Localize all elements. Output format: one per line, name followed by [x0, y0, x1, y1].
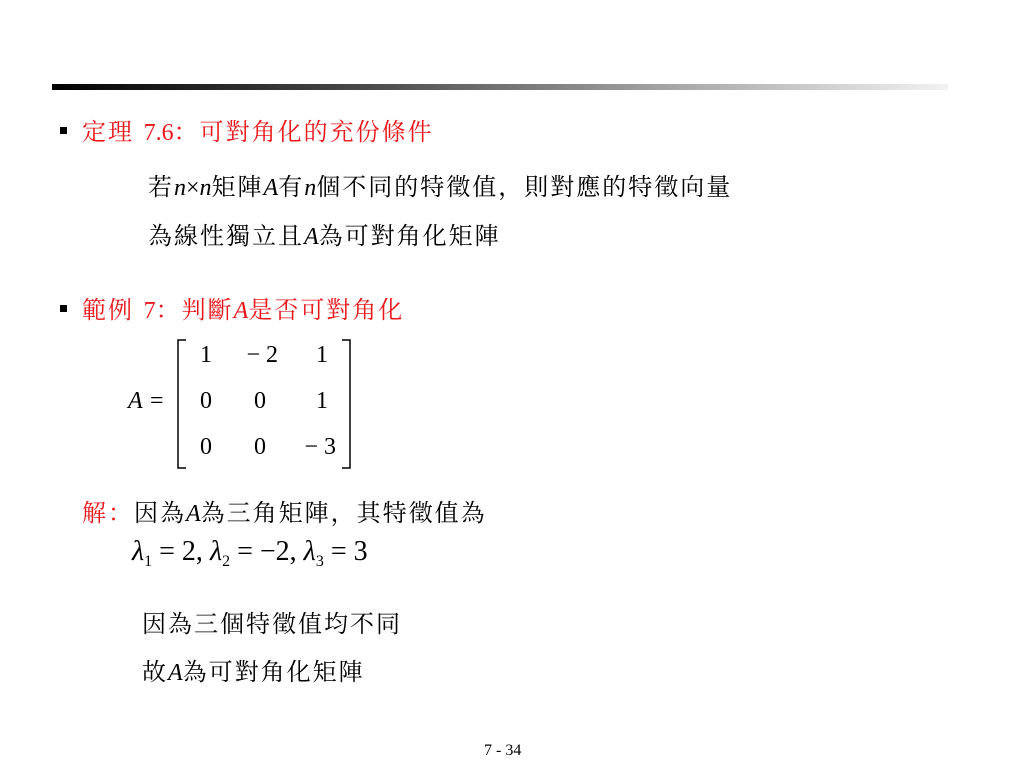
eigenvalue-rhs: = 3 [323, 536, 368, 567]
matrix-cell: 0 [254, 434, 266, 460]
text-fragment: 若 [148, 173, 174, 201]
page-number: 7 - 34 [484, 742, 522, 759]
math-A: A [263, 175, 279, 201]
text-fragment: 矩陣 [211, 173, 264, 201]
theorem-statement-line-1 [148, 172, 732, 203]
math-n: n [199, 175, 212, 201]
math-times: × [186, 175, 200, 201]
solution-line-4 [142, 652, 365, 687]
matrix-cell: − 2 [246, 342, 278, 368]
math-A: A [233, 298, 249, 324]
right-bracket [342, 340, 350, 468]
text-fragment: 為可對角化矩陣 [318, 222, 501, 250]
math-A: A [168, 660, 183, 686]
lambda-subscript: 1 [144, 553, 153, 570]
theorem-label: 定理 [82, 118, 144, 146]
eigenvalue-rhs: = −2, [230, 536, 304, 567]
text-fragment: 為三角矩陣，其特徵值為 [200, 499, 487, 527]
lambda-subscript: 2 [222, 553, 231, 570]
matrix-cell: 1 [316, 388, 328, 414]
eigenvalue-equation [132, 536, 368, 571]
matrix-cell: 0 [200, 434, 212, 460]
text-fragment: 為可對角化矩陣 [182, 658, 365, 686]
solution-label: 解： [82, 499, 134, 527]
math-A: A [186, 501, 201, 527]
solution-line-1 [82, 493, 487, 528]
text-fragment: 因為 [134, 499, 186, 527]
eigenvalue-rhs: = 2, [152, 536, 210, 567]
lambda-symbol: λ [132, 536, 145, 567]
text-fragment: 為線性獨立且 [148, 222, 304, 250]
title-divider-rule [52, 84, 948, 90]
example-number: 7 [143, 298, 156, 324]
example-heading [82, 290, 404, 325]
example-label: 範例 [82, 296, 144, 324]
theorem-statement-line-2 [148, 221, 501, 252]
lambda-symbol: λ [209, 536, 223, 567]
math-A: A [304, 224, 319, 250]
matrix-cell: 0 [200, 388, 212, 414]
math-n: n [304, 175, 317, 201]
matrix-cell: − 3 [304, 434, 336, 460]
matrix-cell: 1 [316, 342, 328, 368]
solution-line-3: 因為三個特徵值均不同 [142, 610, 402, 638]
example-title-b: 是否可對角化 [248, 296, 405, 324]
math-n: n [174, 175, 186, 201]
bullet-square-icon [60, 127, 67, 134]
text-fragment: 故 [142, 658, 168, 686]
lambda-symbol: λ [303, 536, 316, 567]
matrix-cell: 1 [200, 342, 212, 368]
lambda-subscript: 3 [315, 553, 324, 570]
text-fragment: 個不同的特徵值，則對應的特徵向量 [316, 173, 733, 201]
theorem-number: 7.6 [143, 120, 174, 146]
equals-sign: = [150, 388, 164, 414]
theorem-title: ：可對角化的充份條件 [173, 118, 434, 146]
matrix-cell: 0 [254, 388, 266, 414]
text-fragment: 有 [278, 173, 305, 201]
example-title-a: ：判斷 [155, 296, 234, 324]
bullet-square-icon [60, 305, 67, 312]
theorem-heading [82, 112, 434, 147]
matrix-name: A [128, 388, 143, 414]
matrix-equation [120, 336, 380, 472]
